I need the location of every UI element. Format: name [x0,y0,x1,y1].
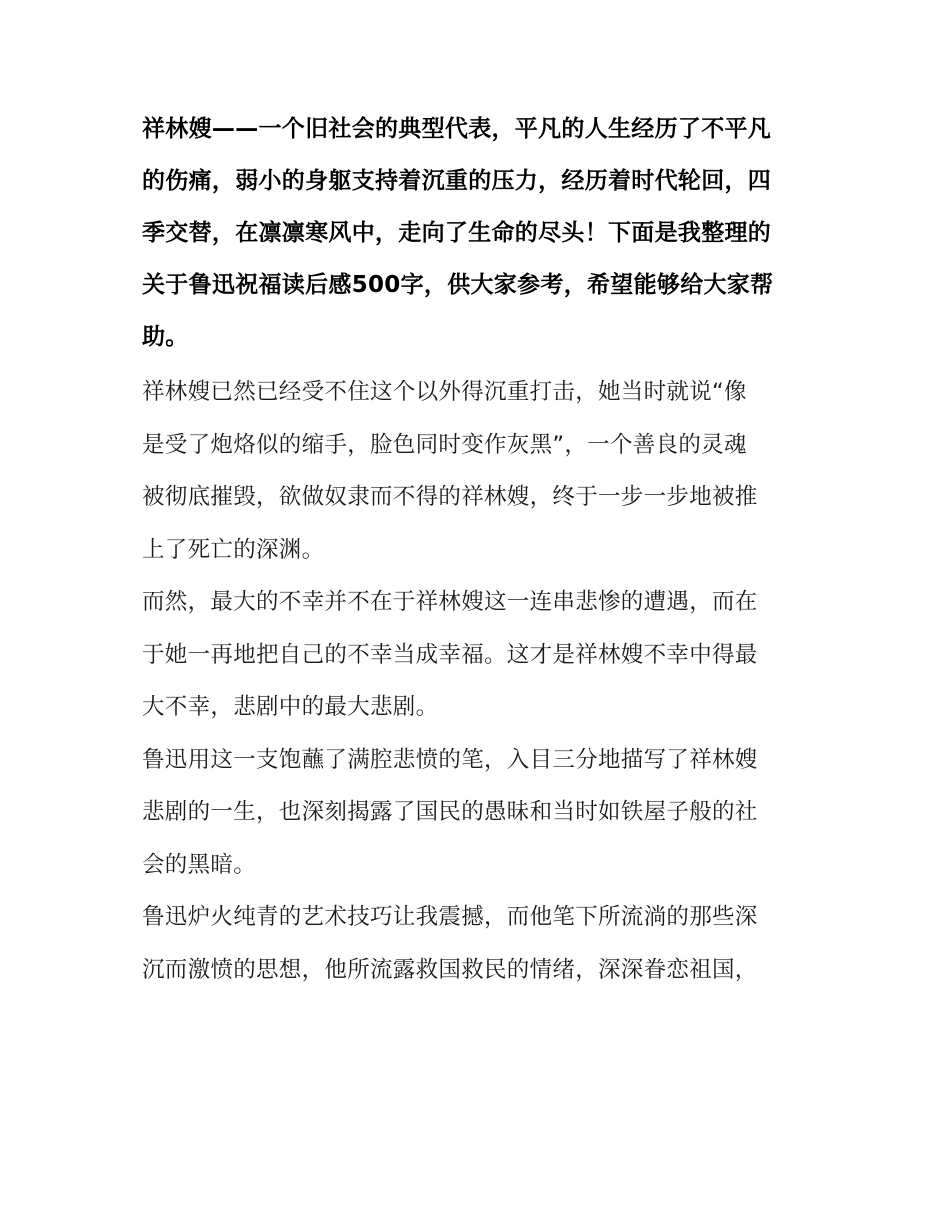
document-body [142,103,814,996]
text-line: 于她一再地把自己的不幸当成幸福。这才是祥林嫂不幸中得最 [142,641,758,668]
text-line: 大不幸，悲剧中的最大悲剧。 [142,694,439,720]
body-paragraph [142,366,814,576]
text-line: 鲁迅用这一支饱蘸了满腔悲愤的笔，入目三分地描写了祥林嫂 [142,746,758,773]
body-paragraph [142,734,814,892]
text-line: 是受了炮烙似的缩手，脸色同时变作灰黑”，一个善良的灵魂 [142,431,747,458]
body-paragraph [142,891,814,996]
text-line: 会的黑暗。 [142,851,257,878]
text-line: 而然，最大的不幸并不在于祥林嫂这一连串悲惨的遭遇，而在 [142,589,758,615]
text-line: 助。 [142,324,189,350]
body-paragraph [142,576,814,734]
intro-paragraph [142,103,814,363]
text-line: 上了死亡的深渊。 [142,536,325,563]
text-line: 祥林嫂——一个旧社会的典型代表，平凡的人生经历了不平凡 [142,116,772,142]
text-line: 被彻底摧毁，欲做奴隶而不得的祥林嫂，终于一步一步地被推 [142,484,758,510]
text-line: 悲剧的一生，也深刻揭露了国民的愚昧和当时如铁屋子般的社 [142,799,758,825]
text-line: 季交替，在凛凛寒风中，走向了生命的尽头！下面是我整理的 [142,220,772,246]
text-line: 关于鲁迅祝福读后感500字，供大家参考，希望能够给大家帮 [142,272,774,298]
text-line: 沉而激愤的思想，他所流露救国救民的情绪，深深眷恋祖国， [142,956,758,983]
text-line: 祥林嫂已然已经受不住这个以外得沉重打击，她当时就说“像 [142,379,747,405]
text-line: 的伤痛，弱小的身躯支持着沉重的压力，经历着时代轮回，四 [142,168,772,194]
text-line: 鲁迅炉火纯青的艺术技巧让我震撼，而他笔下所流淌的那些深 [142,904,758,930]
